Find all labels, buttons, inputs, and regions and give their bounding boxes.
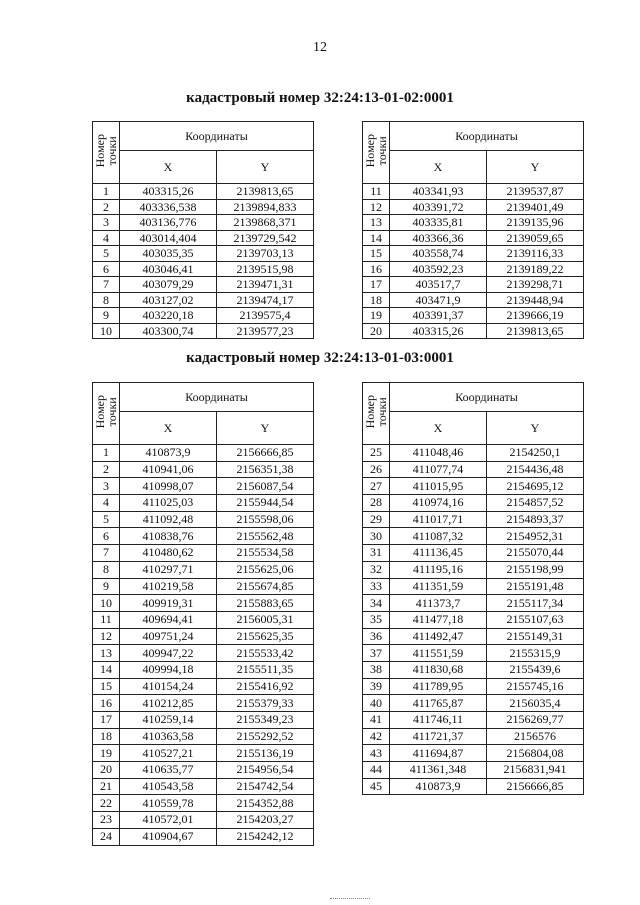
point-number-cell: 9 bbox=[93, 308, 120, 324]
x-header: X bbox=[390, 412, 487, 445]
y-coordinate-cell: 2156087,54 bbox=[217, 478, 314, 495]
point-number-cell: 37 bbox=[363, 645, 390, 662]
x-coordinate-cell: 411551,59 bbox=[390, 645, 487, 662]
point-number-cell: 15 bbox=[363, 246, 390, 262]
point-number-cell: 1 bbox=[93, 184, 120, 200]
point-number-cell: 13 bbox=[363, 215, 390, 231]
point-number-cell: 3 bbox=[93, 478, 120, 495]
y-coordinate-cell: 2139515,98 bbox=[217, 261, 314, 277]
point-number-cell: 6 bbox=[93, 528, 120, 545]
table-row bbox=[363, 528, 584, 545]
y-coordinate-cell: 2155292,52 bbox=[217, 728, 314, 745]
point-number-cell: 16 bbox=[93, 695, 120, 712]
table-row bbox=[363, 712, 584, 729]
point-number-cell: 1 bbox=[93, 445, 120, 462]
table-row bbox=[363, 215, 584, 231]
point-number-cell: 44 bbox=[363, 762, 390, 779]
x-coordinate-cell: 403136,776 bbox=[120, 215, 217, 231]
point-number-cell: 5 bbox=[93, 511, 120, 528]
point-number-cell: 8 bbox=[93, 561, 120, 578]
point-number-cell: 32 bbox=[363, 561, 390, 578]
x-coordinate-cell: 403220,18 bbox=[120, 308, 217, 324]
y-coordinate-cell: 2154242,12 bbox=[217, 828, 314, 845]
y-coordinate-cell: 2156035,4 bbox=[487, 695, 584, 712]
x-coordinate-cell: 409694,41 bbox=[120, 611, 217, 628]
point-number-cell: 10 bbox=[93, 323, 120, 339]
x-coordinate-cell: 411361,348 bbox=[390, 762, 487, 779]
y-header: Y bbox=[217, 151, 314, 184]
y-coordinate-cell: 2154956,54 bbox=[217, 762, 314, 779]
x-coordinate-cell: 411373,7 bbox=[390, 595, 487, 612]
table-row bbox=[363, 778, 584, 795]
x-coordinate-cell: 403592,23 bbox=[390, 261, 487, 277]
point-number-cell: 14 bbox=[93, 661, 120, 678]
y-coordinate-cell: 2139135,96 bbox=[487, 215, 584, 231]
x-coordinate-cell: 410219,58 bbox=[120, 578, 217, 595]
scan-artifact-line bbox=[330, 898, 370, 899]
coordinates-table-1-left bbox=[92, 121, 314, 339]
y-coordinate-cell: 2139059,65 bbox=[487, 230, 584, 246]
point-number-header: Номер точки bbox=[93, 383, 120, 445]
table-row bbox=[93, 661, 314, 678]
section-title-2: кадастровый номер 32:24:13-01-03:0001 bbox=[186, 350, 454, 366]
x-header: X bbox=[120, 412, 217, 445]
x-header: X bbox=[120, 151, 217, 184]
x-coordinate-cell: 410543,58 bbox=[120, 778, 217, 795]
point-number-cell: 5 bbox=[93, 246, 120, 262]
y-coordinate-cell: 2154952,31 bbox=[487, 528, 584, 545]
table-row bbox=[363, 292, 584, 308]
table-row bbox=[363, 628, 584, 645]
y-coordinate-cell: 2139813,65 bbox=[487, 323, 584, 339]
x-coordinate-cell: 410559,78 bbox=[120, 795, 217, 812]
point-number-cell: 4 bbox=[93, 495, 120, 512]
table-row bbox=[363, 678, 584, 695]
table-row bbox=[93, 812, 314, 829]
y-coordinate-cell: 2155674,85 bbox=[217, 578, 314, 595]
x-coordinate-cell: 403391,72 bbox=[390, 199, 487, 215]
coordinates-table-2-right bbox=[362, 382, 584, 795]
y-coordinate-cell: 2155745,16 bbox=[487, 678, 584, 695]
x-coordinate-cell: 403558,74 bbox=[390, 246, 487, 262]
y-coordinate-cell: 2139116,33 bbox=[487, 246, 584, 262]
x-coordinate-cell: 410212,85 bbox=[120, 695, 217, 712]
table-row bbox=[93, 828, 314, 845]
y-coordinate-cell: 2154352,88 bbox=[217, 795, 314, 812]
y-coordinate-cell: 2139577,23 bbox=[217, 323, 314, 339]
table-row bbox=[93, 545, 314, 562]
y-coordinate-cell: 2139813,65 bbox=[217, 184, 314, 200]
y-coordinate-cell: 2156269,77 bbox=[487, 712, 584, 729]
table-row bbox=[93, 461, 314, 478]
x-coordinate-cell: 411015,95 bbox=[390, 478, 487, 495]
y-coordinate-cell: 2155534,58 bbox=[217, 545, 314, 562]
point-number-cell: 11 bbox=[363, 184, 390, 200]
y-coordinate-cell: 2155379,33 bbox=[217, 695, 314, 712]
table-row bbox=[363, 478, 584, 495]
table-row bbox=[93, 611, 314, 628]
x-coordinate-cell: 403391,37 bbox=[390, 308, 487, 324]
coordinates-header: Координаты bbox=[390, 383, 584, 412]
x-coordinate-cell: 411351,59 bbox=[390, 578, 487, 595]
table-row bbox=[93, 199, 314, 215]
x-coordinate-cell: 411017,71 bbox=[390, 511, 487, 528]
table-row bbox=[363, 611, 584, 628]
point-number-cell: 18 bbox=[93, 728, 120, 745]
point-number-cell: 20 bbox=[93, 762, 120, 779]
y-coordinate-cell: 2155149,31 bbox=[487, 628, 584, 645]
y-header: Y bbox=[487, 412, 584, 445]
x-coordinate-cell: 403079,29 bbox=[120, 277, 217, 293]
point-number-cell: 26 bbox=[363, 461, 390, 478]
y-coordinate-cell: 2156666,85 bbox=[217, 445, 314, 462]
y-coordinate-cell: 2155191,48 bbox=[487, 578, 584, 595]
point-number-cell: 22 bbox=[93, 795, 120, 812]
y-coordinate-cell: 2154695,12 bbox=[487, 478, 584, 495]
point-number-cell: 21 bbox=[93, 778, 120, 795]
y-coordinate-cell: 2139575,4 bbox=[217, 308, 314, 324]
x-coordinate-cell: 410941,06 bbox=[120, 461, 217, 478]
table-row bbox=[363, 230, 584, 246]
point-number-header: Номер точки bbox=[363, 122, 390, 184]
x-coordinate-cell: 403366,36 bbox=[390, 230, 487, 246]
y-coordinate-cell: 2155439,6 bbox=[487, 661, 584, 678]
table-row bbox=[93, 778, 314, 795]
page-number: 12 bbox=[313, 40, 327, 55]
point-number-cell: 41 bbox=[363, 712, 390, 729]
y-coordinate-cell: 2155511,35 bbox=[217, 661, 314, 678]
point-number-cell: 36 bbox=[363, 628, 390, 645]
x-coordinate-cell: 411477,18 bbox=[390, 611, 487, 628]
y-coordinate-cell: 2155136,19 bbox=[217, 745, 314, 762]
point-number-cell: 38 bbox=[363, 661, 390, 678]
y-coordinate-cell: 2139471,31 bbox=[217, 277, 314, 293]
table-row bbox=[363, 728, 584, 745]
point-number-cell: 23 bbox=[93, 812, 120, 829]
table-row bbox=[363, 545, 584, 562]
coordinates-header: Координаты bbox=[120, 122, 314, 151]
point-number-cell: 8 bbox=[93, 292, 120, 308]
table-row bbox=[363, 762, 584, 779]
table-row bbox=[93, 595, 314, 612]
x-coordinate-cell: 410838,76 bbox=[120, 528, 217, 545]
point-number-cell: 4 bbox=[93, 230, 120, 246]
x-coordinate-cell: 411746,11 bbox=[390, 712, 487, 729]
x-coordinate-cell: 411694,87 bbox=[390, 745, 487, 762]
x-coordinate-cell: 411077,74 bbox=[390, 461, 487, 478]
x-coordinate-cell: 411087,32 bbox=[390, 528, 487, 545]
x-coordinate-cell: 403315,26 bbox=[390, 323, 487, 339]
y-coordinate-cell: 2155883,65 bbox=[217, 595, 314, 612]
point-number-header: Номер точки bbox=[93, 122, 120, 184]
y-coordinate-cell: 2155349,23 bbox=[217, 712, 314, 729]
y-header: Y bbox=[217, 412, 314, 445]
x-coordinate-cell: 411136,45 bbox=[390, 545, 487, 562]
table-row bbox=[363, 511, 584, 528]
x-coordinate-cell: 411765,87 bbox=[390, 695, 487, 712]
table-row bbox=[363, 745, 584, 762]
point-number-cell: 19 bbox=[93, 745, 120, 762]
table-row bbox=[93, 578, 314, 595]
y-coordinate-cell: 2156576 bbox=[487, 728, 584, 745]
table-row bbox=[363, 595, 584, 612]
point-number-cell: 13 bbox=[93, 645, 120, 662]
x-coordinate-cell: 403014,404 bbox=[120, 230, 217, 246]
y-coordinate-cell: 2139666,19 bbox=[487, 308, 584, 324]
table-row bbox=[93, 323, 314, 339]
point-number-cell: 17 bbox=[93, 712, 120, 729]
table-row bbox=[93, 728, 314, 745]
x-coordinate-cell: 403471,9 bbox=[390, 292, 487, 308]
table-row bbox=[93, 795, 314, 812]
table-row bbox=[93, 712, 314, 729]
y-coordinate-cell: 2156351,38 bbox=[217, 461, 314, 478]
table-row bbox=[363, 461, 584, 478]
x-coordinate-cell: 403335,81 bbox=[390, 215, 487, 231]
point-number-cell: 16 bbox=[363, 261, 390, 277]
y-coordinate-cell: 2139401,49 bbox=[487, 199, 584, 215]
point-number-cell: 42 bbox=[363, 728, 390, 745]
table-row bbox=[363, 199, 584, 215]
y-coordinate-cell: 2155315,9 bbox=[487, 645, 584, 662]
x-coordinate-cell: 403517,7 bbox=[390, 277, 487, 293]
point-number-cell: 12 bbox=[363, 199, 390, 215]
point-number-cell: 18 bbox=[363, 292, 390, 308]
x-coordinate-cell: 403341,93 bbox=[390, 184, 487, 200]
table-row bbox=[93, 246, 314, 262]
x-coordinate-cell: 409994,18 bbox=[120, 661, 217, 678]
point-number-cell: 30 bbox=[363, 528, 390, 545]
point-number-cell: 43 bbox=[363, 745, 390, 762]
x-coordinate-cell: 410635,77 bbox=[120, 762, 217, 779]
table-row bbox=[93, 678, 314, 695]
point-number-cell: 9 bbox=[93, 578, 120, 595]
x-coordinate-cell: 410259,14 bbox=[120, 712, 217, 729]
table-row bbox=[93, 230, 314, 246]
table-row bbox=[93, 445, 314, 462]
table-row bbox=[363, 445, 584, 462]
x-coordinate-cell: 411195,16 bbox=[390, 561, 487, 578]
y-coordinate-cell: 2155117,34 bbox=[487, 595, 584, 612]
point-number-header: Номер точки bbox=[363, 383, 390, 445]
point-number-cell: 2 bbox=[93, 461, 120, 478]
table-row bbox=[93, 528, 314, 545]
table-row bbox=[93, 695, 314, 712]
table-row bbox=[363, 308, 584, 324]
y-coordinate-cell: 2155533,42 bbox=[217, 645, 314, 662]
table-row bbox=[363, 277, 584, 293]
point-number-cell: 31 bbox=[363, 545, 390, 562]
table-row bbox=[93, 292, 314, 308]
table-row bbox=[93, 745, 314, 762]
point-number-cell: 14 bbox=[363, 230, 390, 246]
table-row bbox=[363, 661, 584, 678]
x-coordinate-cell: 403046,41 bbox=[120, 261, 217, 277]
y-coordinate-cell: 2155598,06 bbox=[217, 511, 314, 528]
y-coordinate-cell: 2139868,371 bbox=[217, 215, 314, 231]
point-number-cell: 7 bbox=[93, 545, 120, 562]
x-coordinate-cell: 410363,58 bbox=[120, 728, 217, 745]
x-coordinate-cell: 409751,24 bbox=[120, 628, 217, 645]
point-number-cell: 34 bbox=[363, 595, 390, 612]
coordinates-table-2-left bbox=[92, 382, 314, 846]
point-number-cell: 3 bbox=[93, 215, 120, 231]
table-row bbox=[93, 277, 314, 293]
y-coordinate-cell: 2156005,31 bbox=[217, 611, 314, 628]
x-coordinate-cell: 410572,01 bbox=[120, 812, 217, 829]
y-coordinate-cell: 2155625,06 bbox=[217, 561, 314, 578]
table-row bbox=[93, 561, 314, 578]
x-coordinate-cell: 411789,95 bbox=[390, 678, 487, 695]
table-row bbox=[93, 511, 314, 528]
coordinates-header: Координаты bbox=[120, 383, 314, 412]
y-coordinate-cell: 2139448,94 bbox=[487, 292, 584, 308]
x-coordinate-cell: 410873,9 bbox=[390, 778, 487, 795]
y-coordinate-cell: 2154893,37 bbox=[487, 511, 584, 528]
y-coordinate-cell: 2155944,54 bbox=[217, 495, 314, 512]
point-number-cell: 35 bbox=[363, 611, 390, 628]
table-row bbox=[93, 628, 314, 645]
x-coordinate-cell: 410527,21 bbox=[120, 745, 217, 762]
y-coordinate-cell: 2154857,52 bbox=[487, 495, 584, 512]
table-row bbox=[363, 261, 584, 277]
table-row bbox=[363, 184, 584, 200]
y-coordinate-cell: 2139298,71 bbox=[487, 277, 584, 293]
y-coordinate-cell: 2139474,17 bbox=[217, 292, 314, 308]
point-number-cell: 25 bbox=[363, 445, 390, 462]
y-coordinate-cell: 2139729,542 bbox=[217, 230, 314, 246]
point-number-cell: 11 bbox=[93, 611, 120, 628]
point-number-cell: 10 bbox=[93, 595, 120, 612]
table-row bbox=[363, 246, 584, 262]
y-coordinate-cell: 2155070,44 bbox=[487, 545, 584, 562]
y-coordinate-cell: 2154203,27 bbox=[217, 812, 314, 829]
coordinates-header: Координаты bbox=[390, 122, 584, 151]
x-coordinate-cell: 409947,22 bbox=[120, 645, 217, 662]
table-row bbox=[363, 561, 584, 578]
table-row bbox=[363, 323, 584, 339]
point-number-cell: 19 bbox=[363, 308, 390, 324]
table-row bbox=[93, 762, 314, 779]
table-row bbox=[363, 495, 584, 512]
y-coordinate-cell: 2155198,99 bbox=[487, 561, 584, 578]
point-number-cell: 2 bbox=[93, 199, 120, 215]
y-coordinate-cell: 2156804,08 bbox=[487, 745, 584, 762]
x-coordinate-cell: 410873,9 bbox=[120, 445, 217, 462]
point-number-cell: 17 bbox=[363, 277, 390, 293]
y-coordinate-cell: 2155562,48 bbox=[217, 528, 314, 545]
table-row bbox=[93, 308, 314, 324]
point-number-cell: 45 bbox=[363, 778, 390, 795]
table-row bbox=[93, 478, 314, 495]
x-coordinate-cell: 411025,03 bbox=[120, 495, 217, 512]
y-coordinate-cell: 2154436,48 bbox=[487, 461, 584, 478]
y-coordinate-cell: 2139703,13 bbox=[217, 246, 314, 262]
x-header: X bbox=[390, 151, 487, 184]
y-coordinate-cell: 2155625,35 bbox=[217, 628, 314, 645]
point-number-cell: 40 bbox=[363, 695, 390, 712]
point-number-cell: 29 bbox=[363, 511, 390, 528]
y-coordinate-cell: 2139537,87 bbox=[487, 184, 584, 200]
table-row bbox=[363, 578, 584, 595]
section-title-1: кадастровый номер 32:24:13-01-02:0001 bbox=[186, 90, 454, 106]
x-coordinate-cell: 403127,02 bbox=[120, 292, 217, 308]
x-coordinate-cell: 411492,47 bbox=[390, 628, 487, 645]
coordinates-table-1-right bbox=[362, 121, 584, 339]
point-number-cell: 12 bbox=[93, 628, 120, 645]
point-number-cell: 33 bbox=[363, 578, 390, 595]
y-coordinate-cell: 2156666,85 bbox=[487, 778, 584, 795]
x-coordinate-cell: 410297,71 bbox=[120, 561, 217, 578]
x-coordinate-cell: 411048,46 bbox=[390, 445, 487, 462]
table-row bbox=[93, 645, 314, 662]
x-coordinate-cell: 410998,07 bbox=[120, 478, 217, 495]
y-coordinate-cell: 2139894,833 bbox=[217, 199, 314, 215]
y-coordinate-cell: 2139189,22 bbox=[487, 261, 584, 277]
table-row bbox=[363, 695, 584, 712]
x-coordinate-cell: 410904,67 bbox=[120, 828, 217, 845]
table-row bbox=[93, 215, 314, 231]
x-coordinate-cell: 410154,24 bbox=[120, 678, 217, 695]
x-coordinate-cell: 403315,26 bbox=[120, 184, 217, 200]
x-coordinate-cell: 403336,538 bbox=[120, 199, 217, 215]
point-number-cell: 28 bbox=[363, 495, 390, 512]
x-coordinate-cell: 410974,16 bbox=[390, 495, 487, 512]
x-coordinate-cell: 411830,68 bbox=[390, 661, 487, 678]
table-row bbox=[93, 184, 314, 200]
y-coordinate-cell: 2155416,92 bbox=[217, 678, 314, 695]
y-coordinate-cell: 2154742,54 bbox=[217, 778, 314, 795]
point-number-cell: 39 bbox=[363, 678, 390, 695]
table-row bbox=[93, 495, 314, 512]
x-coordinate-cell: 411721,37 bbox=[390, 728, 487, 745]
x-coordinate-cell: 409919,31 bbox=[120, 595, 217, 612]
table-row bbox=[363, 645, 584, 662]
x-coordinate-cell: 403035,35 bbox=[120, 246, 217, 262]
point-number-cell: 27 bbox=[363, 478, 390, 495]
x-coordinate-cell: 411092,48 bbox=[120, 511, 217, 528]
point-number-cell: 15 bbox=[93, 678, 120, 695]
y-coordinate-cell: 2155107,63 bbox=[487, 611, 584, 628]
point-number-cell: 20 bbox=[363, 323, 390, 339]
x-coordinate-cell: 410480,62 bbox=[120, 545, 217, 562]
y-header: Y bbox=[487, 151, 584, 184]
x-coordinate-cell: 403300,74 bbox=[120, 323, 217, 339]
point-number-cell: 6 bbox=[93, 261, 120, 277]
point-number-cell: 24 bbox=[93, 828, 120, 845]
y-coordinate-cell: 2156831,941 bbox=[487, 762, 584, 779]
table-row bbox=[93, 261, 314, 277]
point-number-cell: 7 bbox=[93, 277, 120, 293]
y-coordinate-cell: 2154250,1 bbox=[487, 445, 584, 462]
